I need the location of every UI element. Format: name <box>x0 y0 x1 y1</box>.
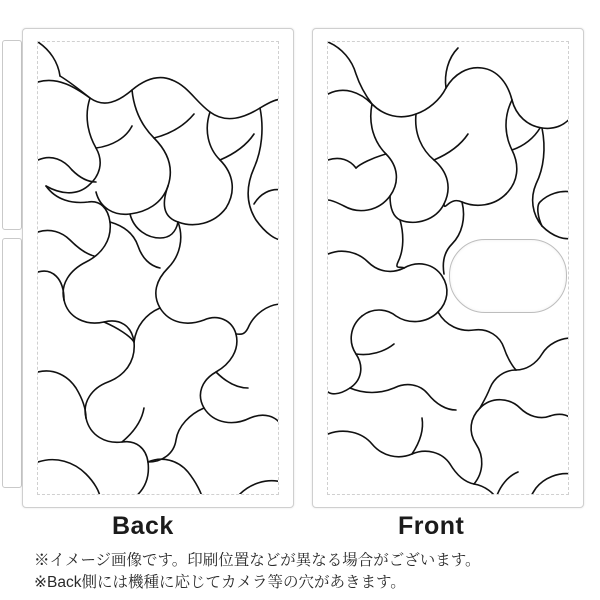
spine-tab-top <box>2 40 22 230</box>
front-cover-panel <box>312 28 584 508</box>
back-cover-panel <box>22 28 294 508</box>
spine-tab-bottom <box>2 238 22 488</box>
back-label: Back <box>112 512 174 540</box>
back-cover-artwork <box>37 41 279 495</box>
panel-labels <box>0 512 600 548</box>
note-line-2: ※Back側には機種に応じてカメラ等の穴があきます。 <box>34 574 406 591</box>
stone-crack-pattern-back <box>38 42 279 495</box>
camera-cutout-icon <box>449 239 567 313</box>
front-label: Front <box>398 512 465 540</box>
note-line-1: ※イメージ画像です。印刷位置などが異なる場合がございます。 <box>34 552 481 569</box>
disclaimer-notes <box>34 550 579 594</box>
